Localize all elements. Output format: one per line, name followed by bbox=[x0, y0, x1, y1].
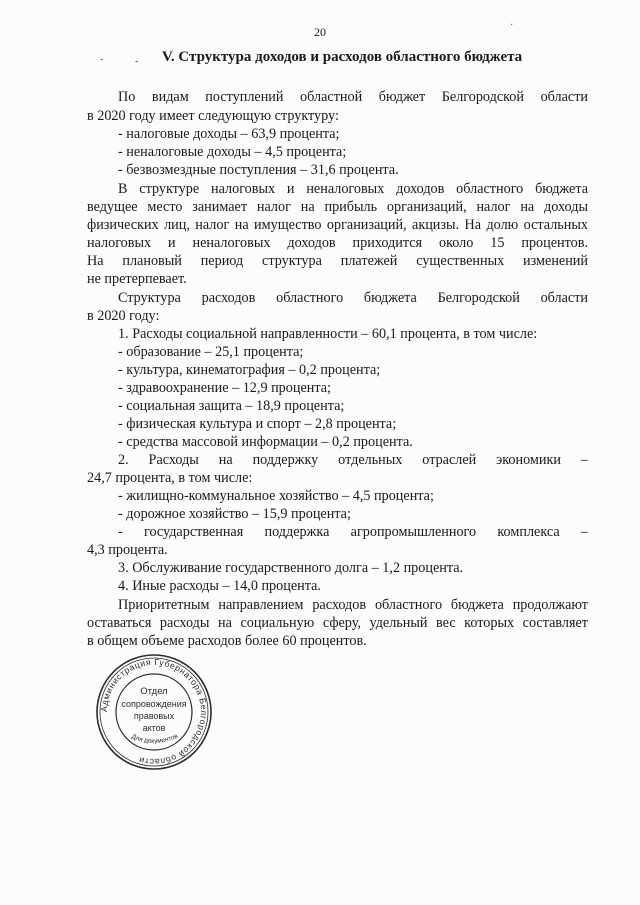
paragraph-line: По видам поступлений областной бюджет Белгородской области bbox=[118, 89, 588, 105]
stamp-center-line: актов bbox=[142, 723, 166, 733]
list-item: - средства массовой информации – 0,2 процента. bbox=[118, 434, 413, 450]
list-item: - здравоохранение – 12,9 процента; bbox=[118, 380, 331, 396]
stamp-outer-text: Администрация Губернатора Белгородской области bbox=[98, 656, 210, 768]
stamp-center-line: сопровождения bbox=[121, 699, 187, 709]
stamp-seal-icon bbox=[94, 652, 214, 772]
list-item: - государственная поддержка агропромышленного комплекса – bbox=[118, 524, 588, 540]
list-item: 4,3 процента. bbox=[87, 542, 168, 558]
paragraph-line: в 2020 году имеет следующую структуру: bbox=[87, 108, 339, 124]
section-title: V. Структура доходов и расходов областного бюджета bbox=[162, 49, 523, 65]
stamp-center-line: Отдел bbox=[140, 686, 168, 697]
paragraph-line: Приоритетным направлением расходов областного бюджета продолжают bbox=[118, 597, 588, 613]
list-item: - налоговые доходы – 63,9 процента; bbox=[118, 126, 340, 142]
paragraph-line: не претерпевает. bbox=[87, 271, 187, 287]
list-item: 24,7 процента, в том числе: bbox=[87, 470, 253, 486]
page-number: 20 bbox=[314, 25, 326, 39]
paragraph-line: оставаться расходы на социальную сферу, удельный вес которых составляет bbox=[87, 615, 588, 631]
scan-speck: · bbox=[510, 20, 514, 31]
stamp-bottom-text: Для документов bbox=[130, 732, 179, 746]
list-item: - образование – 25,1 процента; bbox=[118, 344, 304, 360]
paragraph-line: физических лиц, налог на имущество организаций, акцизы. На долю остальных bbox=[87, 217, 588, 233]
list-item: - дорожное хозяйство – 15,9 процента; bbox=[118, 506, 351, 522]
paragraph-line: На плановый период структура платежей существенных изменений bbox=[87, 253, 588, 269]
list-item: - безвозмездные поступления – 31,6 процента. bbox=[118, 162, 399, 178]
list-item: - культура, кинематография – 0,2 процента; bbox=[118, 362, 381, 378]
paragraph-line: Структура расходов областного бюджета Белгородской области bbox=[118, 290, 588, 306]
paragraph-line: налоговых и неналоговых доходов приходится около 15 процентов. bbox=[87, 235, 588, 251]
list-item: 1. Расходы социальной направленности – 60,1 процента, в том числе: bbox=[118, 326, 538, 342]
list-item: - неналоговые доходы – 4,5 процента; bbox=[118, 144, 347, 160]
list-item: 4. Иные расходы – 14,0 процента. bbox=[118, 578, 321, 594]
list-item: 2. Расходы на поддержку отдельных отраслей экономики – bbox=[118, 452, 588, 468]
stamp-center-line: правовых bbox=[133, 711, 175, 721]
paragraph-line: ведущее место занимает налог на прибыль организаций, налог на доходы bbox=[87, 199, 588, 215]
paragraph-line: В структуре налоговых и неналоговых доходов областного бюджета bbox=[118, 181, 588, 197]
paragraph-line: в общем объеме расходов более 60 процентов. bbox=[87, 633, 367, 649]
list-item: - жилищно-коммунальное хозяйство – 4,5 процента; bbox=[118, 488, 434, 504]
scan-speck: - bbox=[135, 56, 139, 67]
list-item: - физическая культура и спорт – 2,8 процента; bbox=[118, 416, 397, 432]
list-item: 3. Обслуживание государственного долга – 1,2 процента. bbox=[118, 560, 464, 576]
list-item: - социальная защита – 18,9 процента; bbox=[118, 398, 345, 414]
official-stamp bbox=[94, 652, 214, 772]
paragraph-line: в 2020 году: bbox=[87, 308, 160, 324]
scan-speck: - bbox=[100, 54, 104, 65]
